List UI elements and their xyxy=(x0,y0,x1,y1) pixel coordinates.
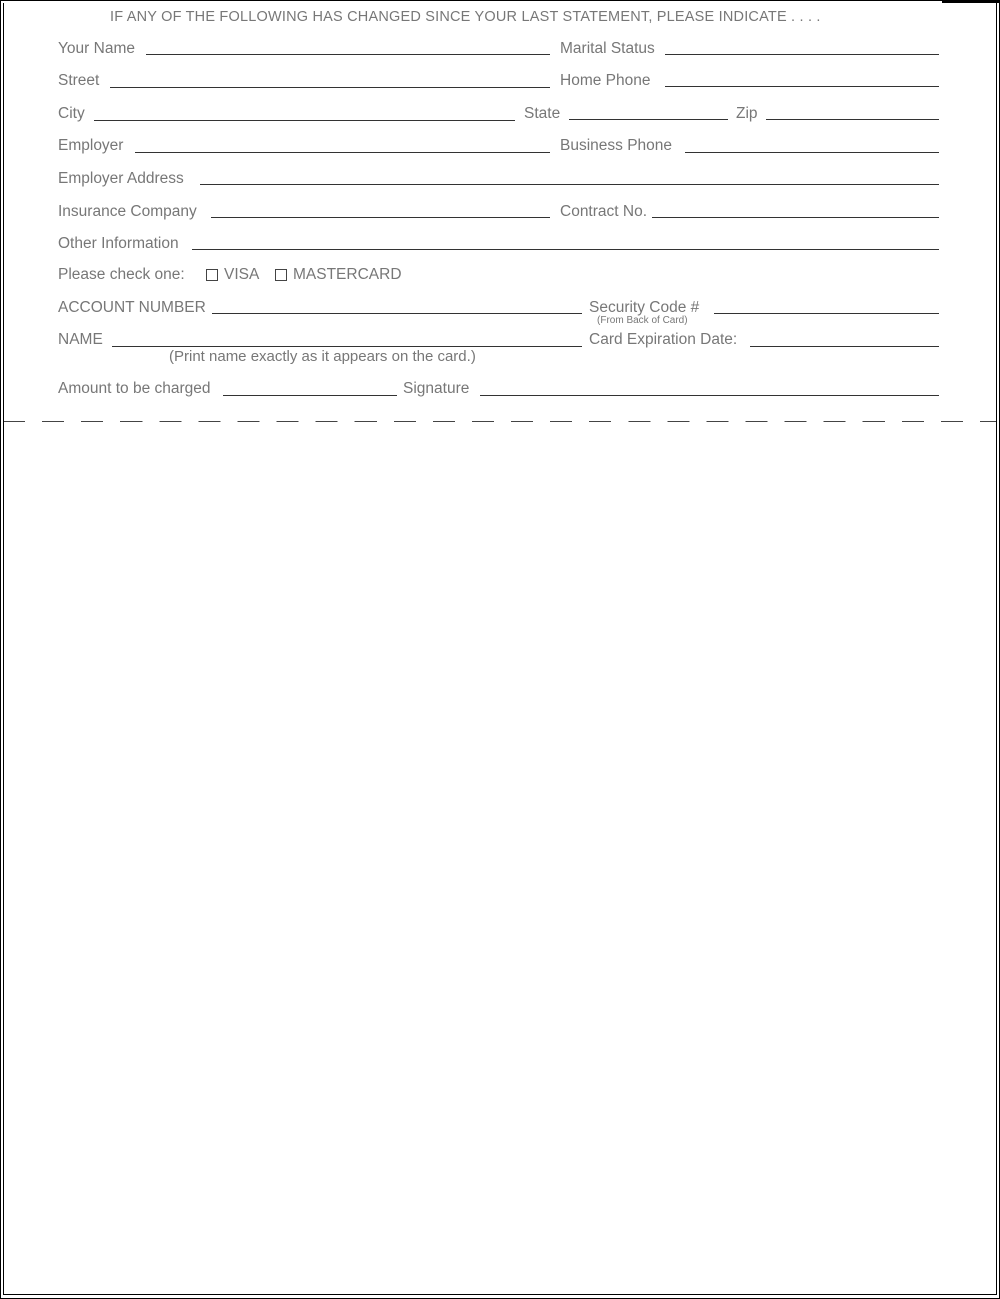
amount-field[interactable] xyxy=(223,395,397,396)
home-phone-label: Home Phone xyxy=(560,72,651,89)
form-header: IF ANY OF THE FOLLOWING HAS CHANGED SINCE YOUR LAST STATEMENT, PLEASE INDICATE . . . . xyxy=(110,9,821,25)
insurance-company-field[interactable] xyxy=(211,217,550,218)
account-number-field[interactable] xyxy=(212,313,582,314)
contract-no-label: Contract No. xyxy=(560,203,648,220)
your-name-label: Your Name xyxy=(58,40,135,57)
card-expiration-label: Card Expiration Date: xyxy=(589,331,738,348)
business-phone-label: Business Phone xyxy=(560,137,673,154)
page-inner-frame xyxy=(3,3,997,1295)
home-phone-field[interactable] xyxy=(665,86,939,87)
card-expiration-field[interactable] xyxy=(750,346,939,347)
state-label: State xyxy=(524,105,561,122)
business-phone-field[interactable] xyxy=(685,152,939,153)
cardholder-name-label: NAME xyxy=(58,331,103,348)
tear-off-dashed-line xyxy=(4,421,996,422)
street-label: Street xyxy=(58,72,100,89)
visa-checkbox[interactable] xyxy=(206,269,218,281)
employer-address-field[interactable] xyxy=(200,184,939,185)
security-code-note: (From Back of Card) xyxy=(597,315,688,326)
marital-status-label: Marital Status xyxy=(560,40,655,57)
security-code-label: Security Code # xyxy=(589,299,700,316)
visa-label: VISA xyxy=(224,266,260,283)
corner-mark xyxy=(942,0,1000,3)
state-field[interactable] xyxy=(569,119,728,120)
other-information-field[interactable] xyxy=(192,249,939,250)
amount-label: Amount to be charged xyxy=(58,380,211,397)
signature-field[interactable] xyxy=(480,395,939,396)
signature-label: Signature xyxy=(403,380,470,397)
employer-label: Employer xyxy=(58,137,124,154)
other-information-label: Other Information xyxy=(58,235,179,252)
cardholder-name-field[interactable] xyxy=(112,346,582,347)
insurance-company-label: Insurance Company xyxy=(58,203,197,220)
zip-label: Zip xyxy=(736,105,758,122)
marital-status-field[interactable] xyxy=(665,54,939,55)
security-code-field[interactable] xyxy=(714,313,939,314)
print-name-note: (Print name exactly as it appears on the card.) xyxy=(169,348,476,365)
mastercard-checkbox[interactable] xyxy=(275,269,287,281)
city-field[interactable] xyxy=(94,120,515,121)
your-name-field[interactable] xyxy=(146,54,550,55)
check-one-label: Please check one: xyxy=(58,266,185,283)
city-label: City xyxy=(58,105,85,122)
zip-field[interactable] xyxy=(766,119,939,120)
account-number-label: ACCOUNT NUMBER xyxy=(58,299,206,316)
contract-no-field[interactable] xyxy=(652,217,939,218)
mastercard-label: MASTERCARD xyxy=(293,266,402,283)
employer-field[interactable] xyxy=(135,152,550,153)
street-field[interactable] xyxy=(110,87,550,88)
employer-address-label: Employer Address xyxy=(58,170,184,187)
